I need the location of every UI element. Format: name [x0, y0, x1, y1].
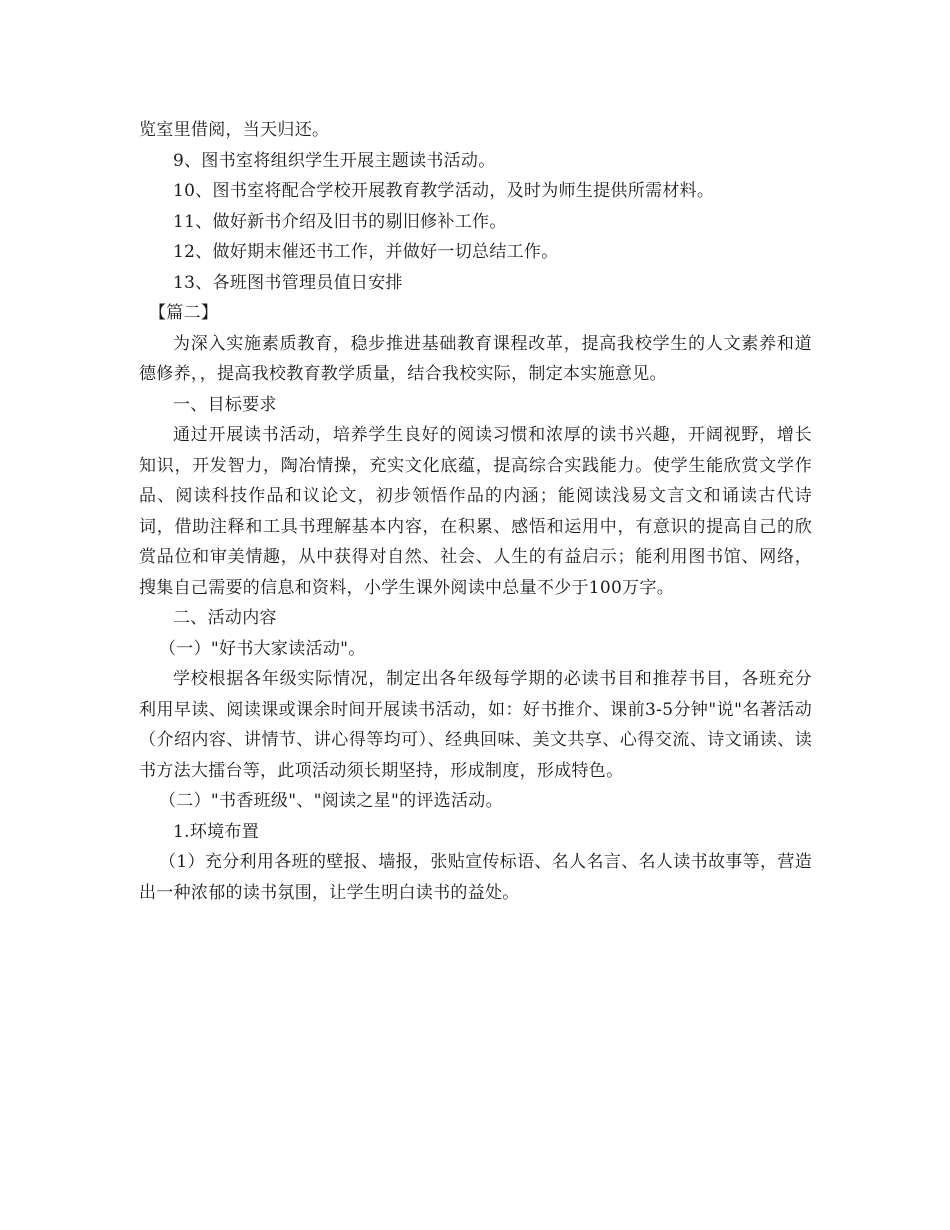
subheading-selection: （二）"书香班级"、"阅读之星"的评选活动。 — [159, 791, 503, 811]
subheading-good-books: （一）"好书大家读活动"。 — [159, 638, 366, 659]
list-item-13: 13、各班图书管理员值日安排 — [173, 272, 403, 293]
intro-paragraph: 为深入实施素质教育，稳步推进基础教育课程改革，提高我校学生的人文素养和道德修养，，提高我校教育教学质量，结合我校实际，制定本实施意见。 — [139, 333, 812, 384]
paragraph-continuation: 览室里借阅，当天归还。 — [139, 120, 330, 140]
subheading-environment: 1.环境布置 — [173, 821, 260, 842]
environment-paragraph: （1）充分利用各班的壁报、墙报，张贴宣传标语、名人名言、名人读书故事等，营造出一种浓郁的读书氛围，让学生明白读书的益处。 — [139, 852, 812, 903]
section-heading-activities: 二、活动内容 — [173, 608, 277, 628]
section-heading-part-two: 【篇二】 — [149, 303, 219, 323]
list-item-9: 9、图书室将组织学生开展主题读书活动。 — [173, 150, 496, 171]
list-item-12: 12、做好期末催还书工作，并做好一切总结工作。 — [173, 242, 559, 262]
goals-paragraph: 通过开展读书活动，培养学生良好的阅读习惯和浓厚的读书兴趣，开阔视野，增长知识，开发智力，陶冶情操，充实文化底蕴，提高综合实践能力。使学生能欣赏文学作品、阅读科技作品和议论文，初步领悟作品的内涵；能阅读浅易文言文和诵读古代诗词，借助注释和工具书理解基本内容，在积累、感悟和运用中，有意识的提高自己的欣赏品位和审美情趣，从中获得对自然、社会、人生的有益启示；能利用图书馆、网络，搜集自己需要的信息和资料，小学生课外阅读中总量不少于100万字。 — [139, 425, 812, 598]
section-heading-goals: 一、目标要求 — [173, 394, 277, 415]
list-item-10: 10、图书室将配合学校开展教育教学活动，及时为师生提供所需材料。 — [173, 181, 715, 201]
document-body — [139, 115, 812, 908]
list-item-11: 11、做好新书介绍及旧书的剔旧修补工作。 — [173, 211, 507, 232]
activities-paragraph: 学校根据各年级实际情况，制定出各年级每学期的必读书目和推荐书目，各班充分利用早读、阅读课或课余时间开展读书活动，如：好书推介、课前3-5分钟"说"名著活动（介绍内容、讲情节、讲心得等均可）、经典回味、美文共享、心得交流、诗文诵读、读书方法大擂台等，此项活动须长期坚持，形成制度，形成特色。 — [139, 669, 812, 781]
